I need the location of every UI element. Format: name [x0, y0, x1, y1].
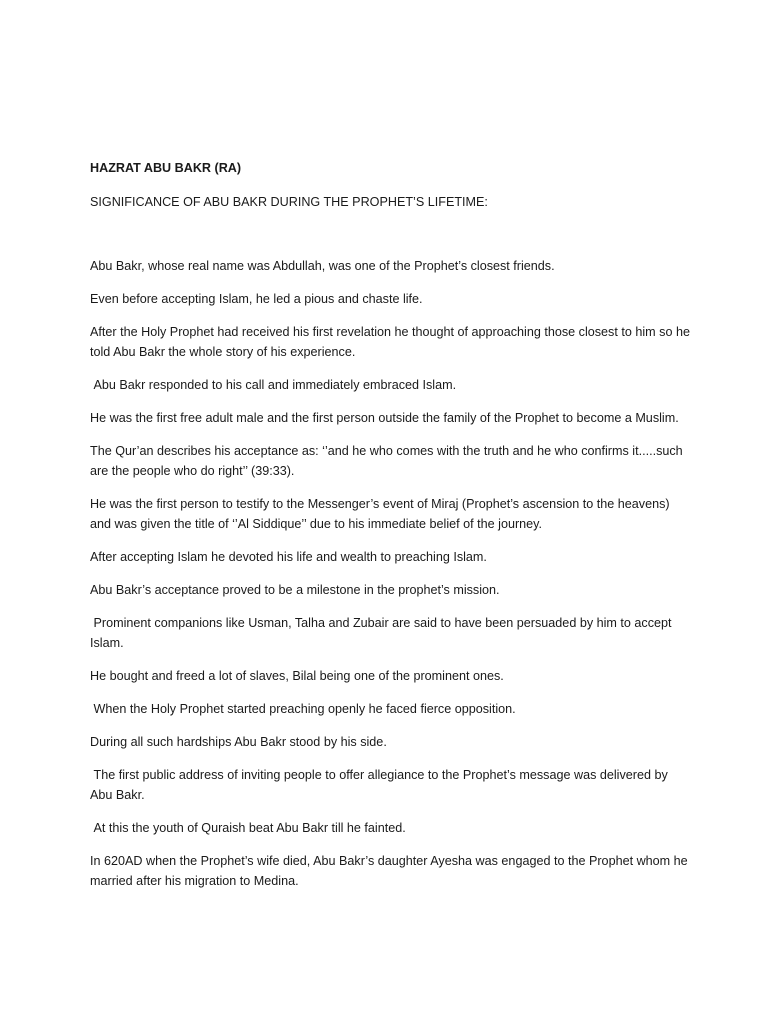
paragraph: Even before accepting Islam, he led a pious and chaste life. — [90, 292, 423, 306]
paragraph: He was the first person to testify to the Messenger’s event of Miraj (Prophet’s ascension to the heavens) and was given the title of ‘’Al Siddique’’ due to his immediate belief of the journey. — [90, 497, 670, 531]
paragraph: After the Holy Prophet had received his first revelation he thought of approaching those closest to him so he told Abu Bakr the whole story of his experience. — [90, 325, 690, 359]
paragraph: During all such hardships Abu Bakr stood by his side. — [90, 735, 387, 749]
paragraph: He bought and freed a lot of slaves, Bilal being one of the prominent ones. — [90, 669, 504, 683]
paragraph: When the Holy Prophet started preaching openly he faced fierce opposition. — [90, 702, 516, 716]
document-body — [90, 158, 690, 904]
paragraph: Abu Bakr, whose real name was Abdullah, was one of the Prophet’s closest friends. — [90, 259, 555, 273]
paragraph: Abu Bakr’s acceptance proved to be a milestone in the prophet’s mission. — [90, 583, 500, 597]
paragraph: The first public address of inviting people to offer allegiance to the Prophet’s message was delivered by Abu Bakr. — [90, 768, 671, 802]
document-subtitle: SIGNIFICANCE OF ABU BAKR DURING THE PROPHET’S LIFETIME: — [90, 195, 488, 209]
paragraph: In 620AD when the Prophet’s wife died, Abu Bakr’s daughter Ayesha was engaged to the Prophet whom he married after his migration to Medina. — [90, 854, 688, 888]
paragraph: The Qur’an describes his acceptance as: ‘’and he who comes with the truth and he who confirms it.....such are the people who do right’’ (39:33). — [90, 444, 683, 478]
paragraph: Prominent companions like Usman, Talha and Zubair are said to have been persuaded by him to accept Islam. — [90, 616, 676, 650]
paragraph: Abu Bakr responded to his call and immediately embraced Islam. — [90, 378, 457, 392]
paragraph: After accepting Islam he devoted his life and wealth to preaching Islam. — [90, 550, 487, 564]
paragraph: At this the youth of Quraish beat Abu Bakr till he fainted. — [90, 821, 406, 835]
paragraph: He was the first free adult male and the first person outside the family of the Prophet to become a Muslim. — [90, 411, 679, 425]
document-title: HAZRAT ABU BAKR (RA) — [90, 161, 242, 175]
